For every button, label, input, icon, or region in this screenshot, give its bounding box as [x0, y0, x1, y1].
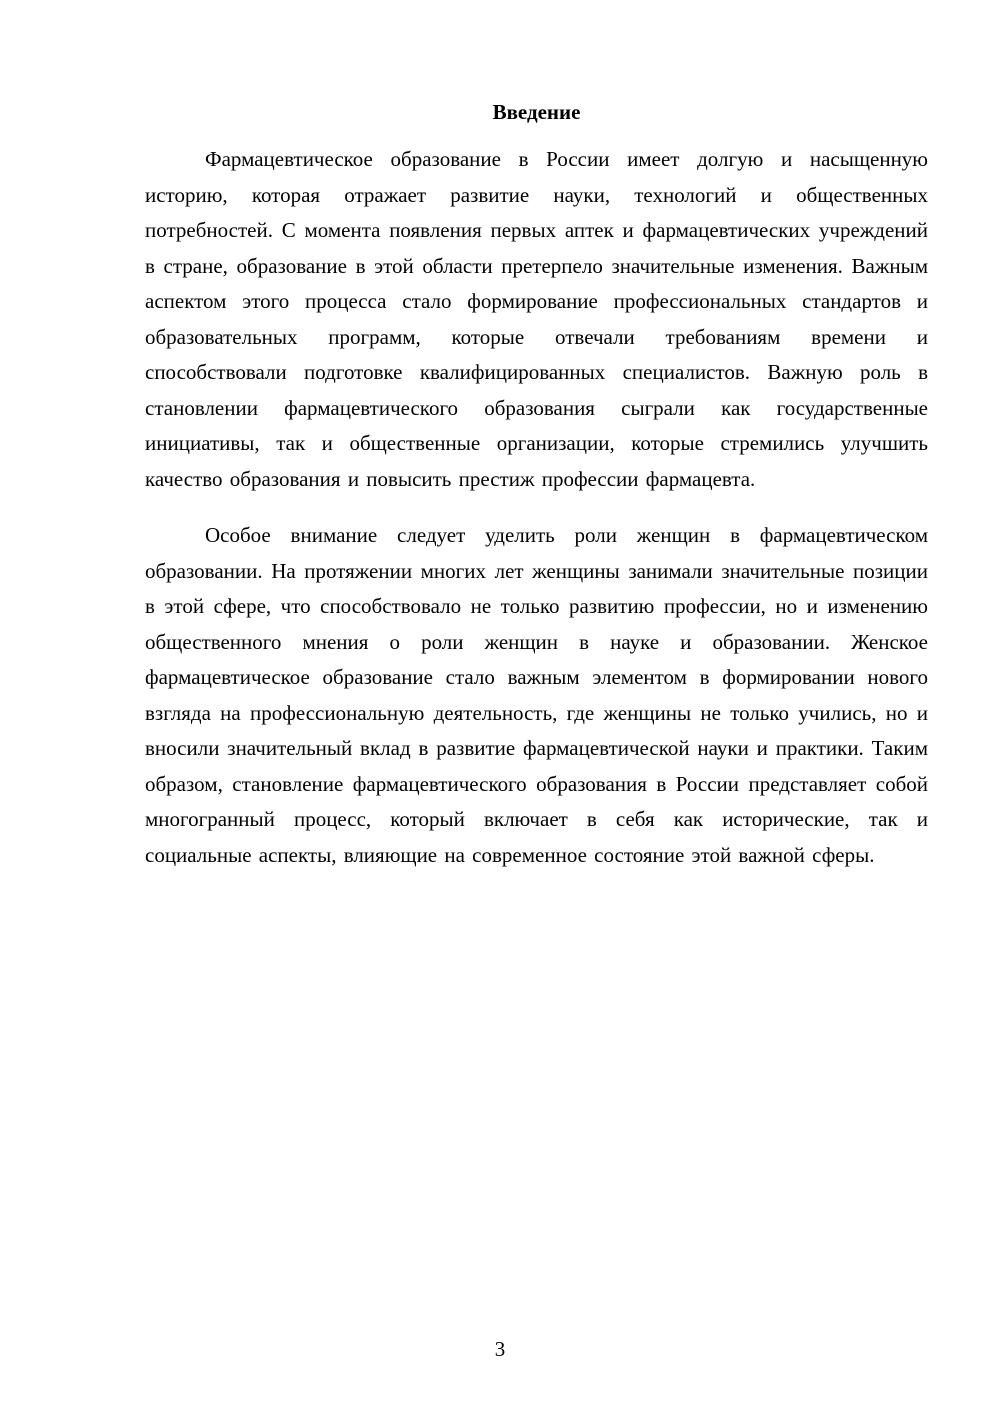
document-content	[145, 95, 928, 894]
paragraph-intro-history: Фармацевтическое образование в России имеет долгую и насыщенную историю, которая отражает развитие науки, технологий и общественных потребностей. С момента появления первых аптек и фармацевтических учреждений в стране, образование в этой области претерпело значительные изменения. Важным аспектом этого процесса стало формирование профессиональных стандартов и образовательных программ, которые отвечали требованиям времени и способствовали подготовке квалифицированных специалистов. Важную роль в становлении фармацевтического образования сыграли как государственные инициативы, так и общественные организации, которые стремились улучшить качество образования и повысить престиж профессии фармацевта.	[145, 147, 928, 491]
page-title: Введение	[492, 100, 581, 124]
page-number: 3	[494, 1337, 506, 1361]
paragraph-women-role: Особое внимание следует уделить роли женщин в фармацевтическом образовании. На протяжении многих лет женщины занимали значительные позиции в этой сфере, что способствовало не только развитию профессии, но и изменению общественного мнения о роли женщин в науке и образовании. Женское фармацевтическое образование стало важным элементом в формировании нового взгляда на профессиональную деятельность, где женщины не только учились, но и вносили значительный вклад в развитие фармацевтической науки и практики. Таким образом, становление фармацевтического образования в России представляет собой многогранный процесс, который включает в себя как исторические, так и социальные аспекты, влияющие на современное состояние этой важной сферы.	[145, 523, 928, 867]
